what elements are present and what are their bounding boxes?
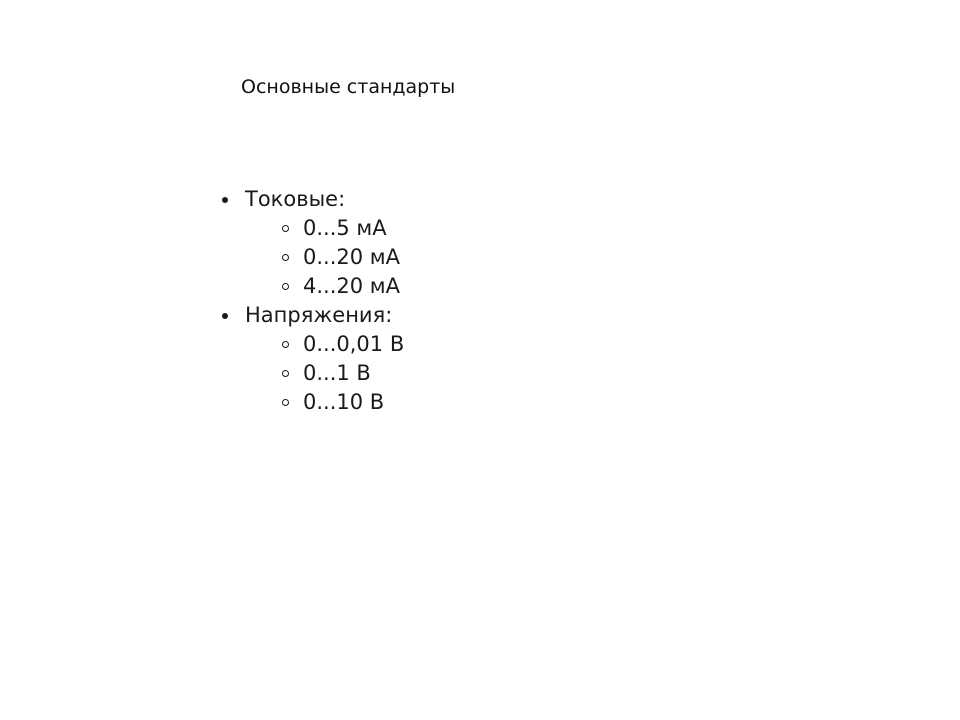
slide-title: Основные стандарты bbox=[241, 76, 456, 98]
list-item-label: 4...20 мА bbox=[303, 274, 400, 298]
standards-group-current bbox=[220, 185, 540, 214]
list-item bbox=[220, 272, 540, 301]
list-item bbox=[220, 388, 540, 417]
bullet-circle-icon bbox=[282, 225, 289, 232]
bullet-circle-icon bbox=[282, 283, 289, 290]
group-label: Напряжения: bbox=[245, 303, 393, 327]
bullet-disc-icon bbox=[222, 313, 228, 319]
list-item bbox=[220, 243, 540, 272]
standards-list bbox=[220, 185, 540, 417]
bullet-circle-icon bbox=[282, 254, 289, 261]
bullet-disc-icon bbox=[222, 197, 228, 203]
list-item-label: 0...1 В bbox=[303, 361, 371, 385]
list-item-label: 0...10 В bbox=[303, 390, 385, 414]
list-item-label: 0...0,01 В bbox=[303, 332, 405, 356]
list-item-label: 0...5 мА bbox=[303, 216, 387, 240]
bullet-circle-icon bbox=[282, 341, 289, 348]
bullet-circle-icon bbox=[282, 370, 289, 377]
list-item bbox=[220, 330, 540, 359]
bullet-circle-icon bbox=[282, 399, 289, 406]
list-item bbox=[220, 214, 540, 243]
standards-group-voltage bbox=[220, 301, 540, 330]
group-label: Токовые: bbox=[245, 187, 346, 211]
list-item bbox=[220, 359, 540, 388]
list-item-label: 0...20 мА bbox=[303, 245, 400, 269]
